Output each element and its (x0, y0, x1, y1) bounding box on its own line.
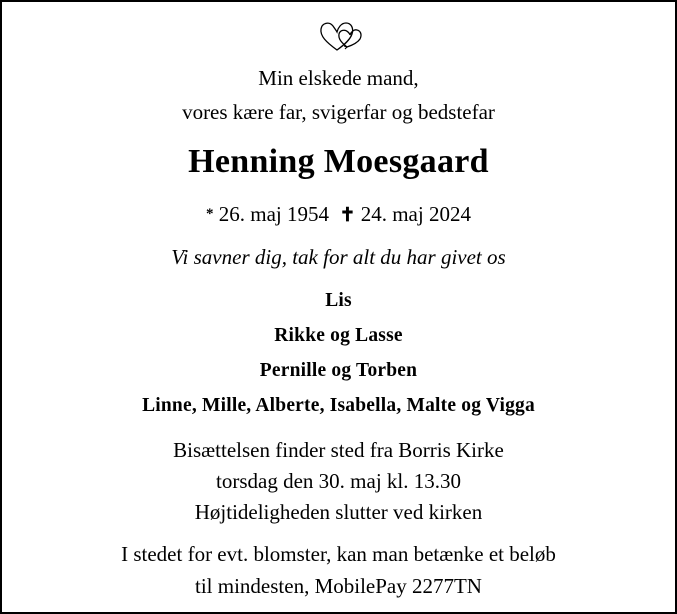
motto: Vi savner dig, tak for alt du har givet os (171, 245, 506, 269)
donation-line-1: I stedet for evt. blomster, kan man betænke et beløb (121, 542, 556, 566)
death-date: 24. maj 2024 (360, 202, 471, 226)
family-line-4: Linne, Mille, Alberte, Isabella, Malte og Vigga (142, 395, 535, 416)
life-dates (2, 201, 675, 229)
two-hearts-icon (318, 16, 364, 56)
funeral-line-3: Højtideligheden slutter ved kirken (194, 500, 483, 524)
deceased-name: Henning Moesgaard (188, 143, 489, 180)
intro-line-1: Min elskede mand, (258, 66, 419, 90)
family-line-1: Lis (325, 290, 352, 311)
family-line-3: Pernille og Torben (259, 360, 418, 381)
donation-line-2: til mindesten, MobilePay 2277TN (195, 574, 482, 598)
born-date: 26. maj 1954 (218, 202, 330, 226)
funeral-line-1: Bisættelsen finder sted fra Borris Kirke (173, 438, 504, 462)
born-star-icon: * (206, 206, 214, 222)
intro-line-2: vores kære far, svigerfar og bedstefar (182, 100, 495, 124)
cross-icon: ✝ (339, 205, 356, 226)
funeral-line-2: torsdag den 30. maj kl. 13.30 (216, 469, 461, 493)
family-line-2: Rikke og Lasse (274, 325, 403, 346)
